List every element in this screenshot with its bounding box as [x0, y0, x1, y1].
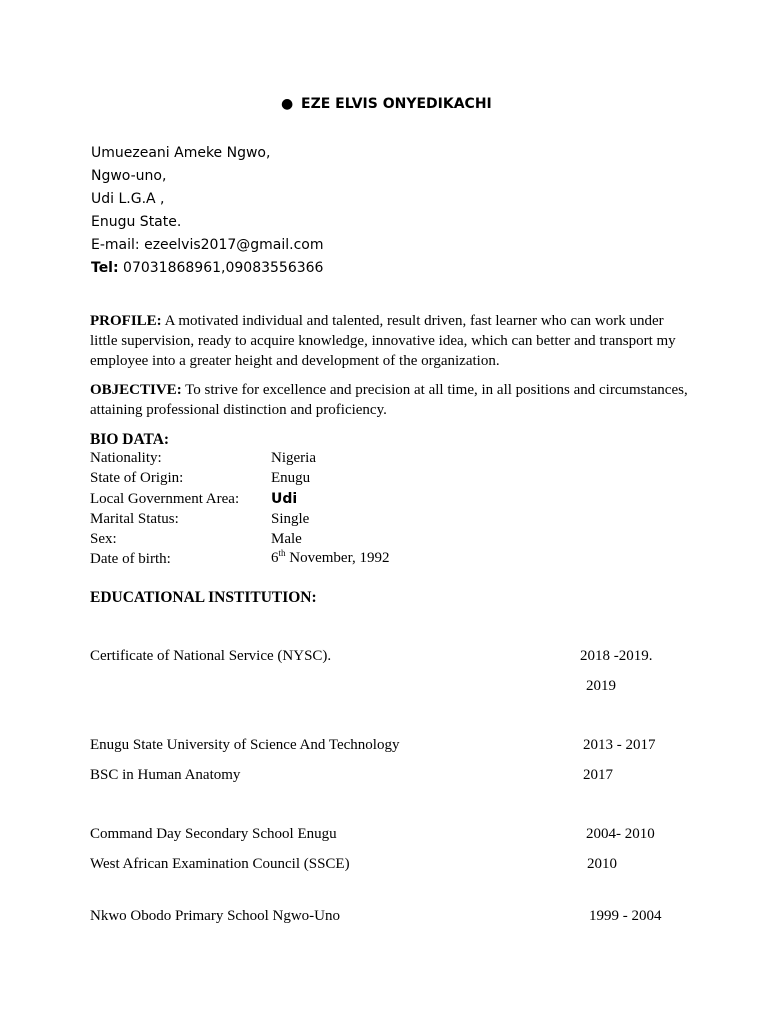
bio-value-state: Enugu — [271, 470, 311, 486]
education-year: 2018 -2019. — [580, 648, 653, 664]
education-name: Enugu State University of Science And Technology — [90, 737, 400, 753]
bio-value-lga: Udi — [271, 491, 298, 507]
education-name: West African Examination Council (SSCE) — [90, 856, 350, 872]
objective-paragraph — [90, 380, 690, 420]
education-year: 2019 — [586, 678, 616, 694]
bio-value-nationality: Nigeria — [271, 450, 316, 466]
education-name: Command Day Secondary School Enugu — [90, 826, 337, 842]
profile-label: PROFILE: — [90, 313, 162, 329]
bio-label-dob: Date of birth: — [90, 551, 171, 567]
address-line-1: Umuezeani Ameke Ngwo, — [91, 145, 271, 161]
education-name: Certificate of National Service (NYSC). — [90, 648, 332, 664]
resume-name-heading — [281, 96, 492, 112]
telephone-line — [91, 260, 323, 276]
telephone-numbers: 07031868961,09083556366 — [123, 260, 324, 276]
education-year: 2017 — [583, 767, 613, 783]
bio-label-sex: Sex: — [90, 531, 117, 547]
bio-label-nationality: Nationality: — [90, 450, 162, 466]
bio-value-dob — [271, 550, 389, 567]
objective-label: OBJECTIVE: — [90, 382, 182, 398]
education-name: BSC in Human Anatomy — [90, 767, 241, 783]
education-name: Nkwo Obodo Primary School Ngwo-Uno — [90, 908, 340, 924]
education-title: EDUCATIONAL INSTITUTION: — [90, 589, 317, 606]
bio-value-sex: Male — [271, 531, 302, 547]
profile-paragraph — [90, 311, 690, 371]
bio-value-marital: Single — [271, 511, 310, 527]
address-line-3: Udi L.G.A , — [91, 191, 165, 207]
address-line-2: Ngwo-uno, — [91, 168, 167, 184]
bio-label-marital: Marital Status: — [90, 511, 179, 527]
dob-day: 6 — [271, 550, 279, 566]
dob-month-year: November, 1992 — [285, 550, 390, 566]
bio-label-lga: Local Government Area: — [90, 491, 240, 507]
bio-data-title: BIO DATA: — [90, 431, 170, 448]
candidate-name: EZE ELVIS ONYEDIKACHI — [301, 96, 492, 112]
objective-text: To strive for excellence and precision at all time, in all positions and circumstances, attaining professional distinction and proficiency. — [90, 382, 688, 418]
address-line-4: Enugu State. — [91, 214, 182, 230]
bio-label-state: State of Origin: — [90, 470, 184, 486]
profile-text: A motivated individual and talented, result driven, fast learner who can work under little supervision, ready to acquire knowledge, innovative idea, which can better and transport my employee into a greater height and development of the organization. — [90, 313, 676, 369]
bullet-icon: ● — [281, 96, 294, 112]
education-year: 2010 — [587, 856, 617, 872]
email-label: E-mail: — [91, 237, 140, 253]
telephone-label: Tel: — [91, 260, 119, 276]
education-year: 2013 - 2017 — [583, 737, 656, 753]
dob-day-suffix: th — [278, 548, 286, 558]
email-line — [91, 237, 324, 253]
education-year: 2004- 2010 — [586, 826, 655, 842]
education-year: 1999 - 2004 — [589, 908, 662, 924]
email-address: ezeelvis2017@gmail.com — [144, 237, 324, 253]
